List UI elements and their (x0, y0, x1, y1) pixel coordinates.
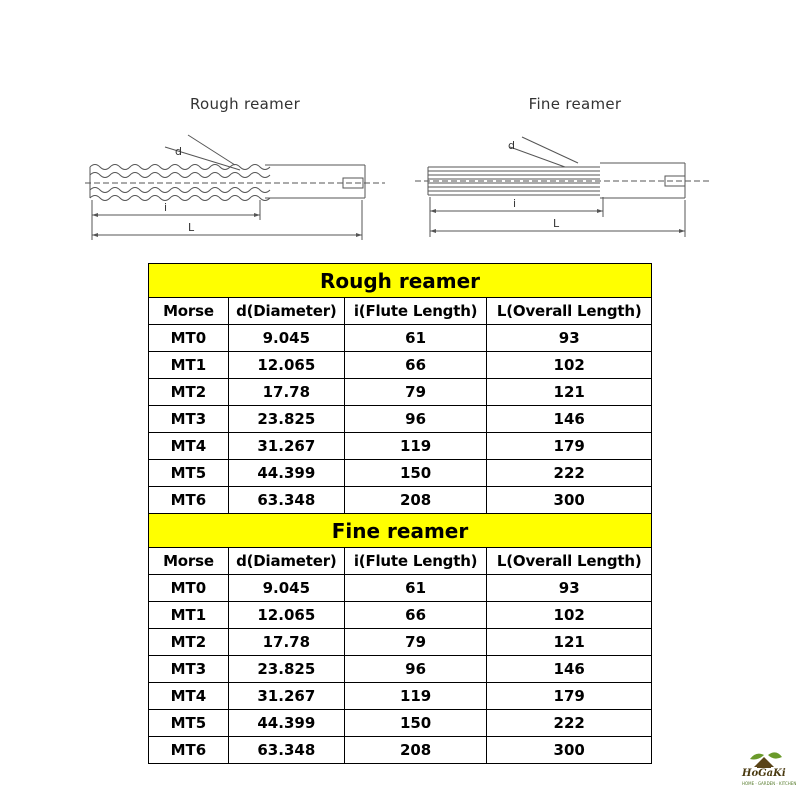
flute-length-cell: 96 (344, 406, 487, 433)
morse-cell: MT0 (149, 575, 229, 602)
diameter-cell: 63.348 (228, 487, 344, 514)
morse-cell: MT5 (149, 460, 229, 487)
diameter-cell: 17.78 (228, 629, 344, 656)
column-header-overall-length: L(Overall Length) (487, 548, 652, 575)
column-header-morse: Morse (149, 298, 229, 325)
overall-length-cell: 222 (487, 460, 652, 487)
fine-reamer-drawing (410, 95, 740, 245)
rough-d-label: d (175, 145, 182, 158)
morse-cell: MT5 (149, 710, 229, 737)
column-header-diameter: d(Diameter) (228, 548, 344, 575)
morse-cell: MT1 (149, 602, 229, 629)
flute-length-cell: 61 (344, 325, 487, 352)
overall-length-cell: 179 (487, 433, 652, 460)
logo-wordmark: HoGaKi (742, 768, 786, 779)
table-row (149, 433, 652, 460)
morse-cell: MT2 (149, 379, 229, 406)
diameter-cell: 63.348 (228, 737, 344, 764)
column-header-overall-length: L(Overall Length) (487, 298, 652, 325)
table-row (149, 325, 652, 352)
table-row (149, 710, 652, 737)
flute-length-cell: 61 (344, 575, 487, 602)
diameter-cell: 23.825 (228, 656, 344, 683)
fine-reamer-diagram (410, 95, 740, 245)
flute-length-cell: 208 (344, 487, 487, 514)
morse-cell: MT4 (149, 433, 229, 460)
table-row (149, 379, 652, 406)
diameter-cell: 23.825 (228, 406, 344, 433)
table-row (149, 683, 652, 710)
fine-reamer-table (148, 513, 652, 764)
fine-L-label: L (553, 217, 560, 230)
morse-cell: MT3 (149, 656, 229, 683)
rough-table-title: Rough reamer (149, 264, 652, 298)
morse-cell: MT6 (149, 737, 229, 764)
column-header-morse: Morse (149, 548, 229, 575)
rough-reamer-table (148, 263, 652, 514)
table-row (149, 460, 652, 487)
overall-length-cell: 121 (487, 379, 652, 406)
table-row (149, 575, 652, 602)
overall-length-cell: 102 (487, 352, 652, 379)
column-header-diameter: d(Diameter) (228, 298, 344, 325)
morse-cell: MT6 (149, 487, 229, 514)
table-row (149, 352, 652, 379)
fine-reamer-diagram-title: Fine reamer (528, 95, 622, 113)
morse-cell: MT0 (149, 325, 229, 352)
table-row (149, 406, 652, 433)
morse-cell: MT1 (149, 352, 229, 379)
overall-length-cell: 93 (487, 575, 652, 602)
flute-length-cell: 96 (344, 656, 487, 683)
flute-length-cell: 79 (344, 629, 487, 656)
rough-reamer-diagram-title: Rough reamer (189, 95, 301, 113)
diameter-cell: 17.78 (228, 379, 344, 406)
morse-cell: MT3 (149, 406, 229, 433)
diameter-cell: 31.267 (228, 433, 344, 460)
table-title-row (149, 264, 652, 298)
table-row (149, 737, 652, 764)
diameter-cell: 12.065 (228, 352, 344, 379)
rough-reamer-drawing (80, 95, 410, 245)
overall-length-cell: 146 (487, 656, 652, 683)
overall-length-cell: 121 (487, 629, 652, 656)
table-header-row (149, 298, 652, 325)
rough-L-label: L (188, 221, 195, 234)
diameter-cell: 9.045 (228, 325, 344, 352)
flute-length-cell: 150 (344, 710, 487, 737)
overall-length-cell: 222 (487, 710, 652, 737)
fine-d-label: d (508, 139, 515, 152)
flute-length-cell: 66 (344, 602, 487, 629)
logo-tagline: HOME · GARDEN · KITCHEN (742, 781, 797, 786)
column-header-flute-length: i(Flute Length) (344, 548, 487, 575)
overall-length-cell: 300 (487, 487, 652, 514)
table-row (149, 656, 652, 683)
table-row (149, 487, 652, 514)
table-header-row (149, 548, 652, 575)
flute-length-cell: 208 (344, 737, 487, 764)
column-header-flute-length: i(Flute Length) (344, 298, 487, 325)
table-row (149, 629, 652, 656)
overall-length-cell: 93 (487, 325, 652, 352)
diameter-cell: 44.399 (228, 710, 344, 737)
overall-length-cell: 102 (487, 602, 652, 629)
morse-cell: MT4 (149, 683, 229, 710)
overall-length-cell: 179 (487, 683, 652, 710)
overall-length-cell: 300 (487, 737, 652, 764)
table-row (149, 602, 652, 629)
flute-length-cell: 66 (344, 352, 487, 379)
table-title-row (149, 514, 652, 548)
flute-length-cell: 79 (344, 379, 487, 406)
diameter-cell: 12.065 (228, 602, 344, 629)
fine-i-label: i (513, 197, 517, 210)
flute-length-cell: 119 (344, 683, 487, 710)
rough-reamer-diagram (80, 95, 410, 245)
diameter-cell: 31.267 (228, 683, 344, 710)
flute-length-cell: 119 (344, 433, 487, 460)
rough-i-label: i (164, 201, 168, 214)
flute-length-cell: 150 (344, 460, 487, 487)
diameter-cell: 9.045 (228, 575, 344, 602)
fine-table-title: Fine reamer (149, 514, 652, 548)
morse-cell: MT2 (149, 629, 229, 656)
overall-length-cell: 146 (487, 406, 652, 433)
diameter-cell: 44.399 (228, 460, 344, 487)
